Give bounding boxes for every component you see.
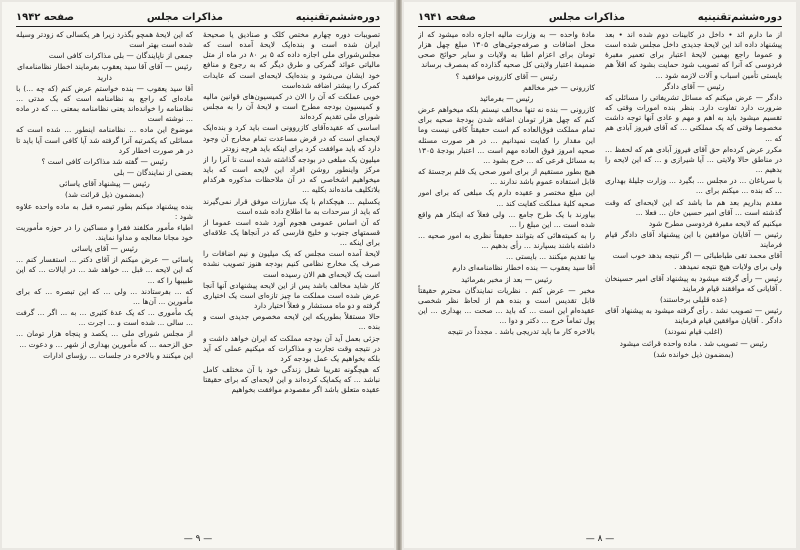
paragraph: هیچ بطور مستقیم از برای امور صحی یک قلم برجستهٔ که قابل استفاده عموم باشد ندارند ... <box>418 167 595 187</box>
paragraph: رئیس — رأی گرفته میشود به پیشنهاد آقای امیر حسینخان . آقایانی که موافقند قیام فرمایند <box>605 273 782 293</box>
journal-title: مذاکرات مجلس <box>548 11 625 23</box>
paragraph: (اغلب قیام نمودند) <box>664 327 723 337</box>
page-header <box>16 10 380 24</box>
paragraph: آقا سید یعقوب — بنده خواستم عرض کنم (که چه ...) با ماده‌ای که راجع به نظامنامه است که یک مدتی ... نظامنامه را خوانده‌اند یعنی نظامنامه بمعنی ... که در ماده ... نوشته است <box>16 83 193 124</box>
page-header <box>418 10 782 24</box>
paragraph: بنده پیشنهاد میکنم بطور تبصره قبل به ماده واحده علاوه شود : <box>16 201 193 221</box>
text-column-right <box>203 30 380 535</box>
paragraph: کار شاید مخالف باشد پس از این لایحه پیشنهادی آنها آنجا عرض شده است مملکت ما چیز تازه‌ای است یک اختیاری گرفته و دو ماه مستشار و فعلاً اختیار دارد <box>203 280 380 311</box>
header-rule <box>16 26 380 27</box>
paragraph: یکسلیم ... هیچکدام با یک مبارزات موفق قرار نمی‌گیرند که باید از سرحدات به ما اطلاع داده شده است <box>203 196 380 216</box>
paragraph: آقا سید یعقوب — بنده اخطار نظامنامه‌ای دارم <box>452 263 595 273</box>
paragraph: رئیس — بفرمائید <box>479 93 534 103</box>
paragraph: موضوع این ماده ... نظامنامه اینطور ... شده است که مسائلی که یکمرتبه آنرا گرفته شد آیا کافی است آیا باید تا در هر صورت اخطار کرد <box>16 125 193 155</box>
text-column-right <box>605 30 782 535</box>
paragraph: میکنیم که لایحه مقبرهٔ فردوسی مطرح شود <box>648 218 782 228</box>
text-column-left <box>16 30 193 535</box>
paragraph: بیاورند با یک طرح جامع ... ولی فعلاً که اینکار هم واقع شده است ... این مبلغ را ... <box>418 209 595 229</box>
paragraph: (بمضمون ذیل خوانده شد) <box>653 349 734 359</box>
paragraph: که این لایحهٔ همچو بگذرد زیرا هر یکسالی که زودتر وسیله شده است بهتر است <box>16 30 193 50</box>
journal-title: مذاکرات مجلس <box>146 11 223 23</box>
paragraph: بیا تقدیم میکنند ... بایستی ... <box>506 252 595 262</box>
paragraph: (بمضمون ذیل قرائت شد) <box>64 190 145 200</box>
paragraph: آقای محمد تقی طباطبائی — اگر نتیجه بدهد خوب است <box>612 251 782 261</box>
paragraph: رئیس — تصویب شد . ماده واحده قرائت میشود <box>619 338 768 348</box>
paragraph: (عده قلیلی برخاستند) <box>660 294 727 304</box>
paragraph: خوبی عملکت که آن را الان در کمیسیون‌های قوانین مالیه و کمیسیون بودجه مطرح است و لایحهٔ آن را به مجلس شورای ملی تقدیم کرده‌اند <box>203 91 380 122</box>
paragraph: اطباء مأمور مکلفند فقرا و مساکین را در حوزه مأموریت خود مجانا معالجه و مداوا نمایند. <box>16 222 193 242</box>
book-gutter <box>396 0 402 550</box>
paragraph: رئیس — گفته شد مذاکرات کافی است ؟ <box>41 156 168 166</box>
paragraph: رئیس — آقای یاسائی <box>71 244 138 254</box>
text-column-left <box>418 30 595 535</box>
journal-label: دوره‌ششم‌تقنینیه <box>295 11 380 23</box>
paragraph: کازرونی — خیر مخالفم <box>523 82 595 92</box>
paragraph: که آن اساس عمومی هجوم آورد شده است عموما از قسمتهای جنوب و خلیج فارسی که در آنجاها یک علاقه‌ای برای اینکه ... <box>203 217 380 248</box>
paragraph: رئیس — آقای آقا سید یعقوب بفرمایند اخطار نظامنامه‌ای دارید <box>17 62 192 82</box>
paragraph: بعضی از نمایندگان — بلی <box>113 168 193 178</box>
paragraph: یاسائی — عرض میکنم از آقای دکتر ... استفسار کنم ... که این لایحه ... قبل ... خواهد شد ... در ایالات ... که این طبیبها را که ... <box>16 255 193 285</box>
paragraph: مادهٔ واحده — به وزارت مالیه اجازه داده میشود که از محل اضافات و صرفه‌جوئی‌های ۱۳۰۵ مبلغ چهل هزار تومان برای اعزام اطبا به ولایات و سایر حوائج صحی ضمیمهٔ اعتبار ولایتی کل صحیه گذارده که بمصرف برساند <box>418 30 595 70</box>
paragraph: که ... بفرستادند ... ولی ... که این تبصره ... که برای مأمورین ... آن‌ها ... <box>16 286 193 306</box>
paragraph: اساسی که عقیده‌آقای کازروونی است باید کرد و بنده‌ایک لایحه‌ای است که در قرض مساعدت تمام مخارج آن وجود دارد که باید موافقت کرد برای اینکه باید هرچه زودتر <box>203 123 380 153</box>
paragraph: حالا مستقلاً بطوریکه این لایحه مخصوص جدیدی است و بنده ... <box>203 312 380 332</box>
paragraph: رئیس — پیشنهاد آقای یاسائی <box>59 179 150 189</box>
paragraph: مقدم بداریم بعد هم ما باشد که این لایحه‌ای که وقت گذشته است ... آقای امیر حسین خان ... فعلا ... <box>605 197 782 217</box>
paragraph: ولی برای ولایات هیچ نتیجه نمیدهد . <box>674 262 782 272</box>
journal-label: دوره‌ششم‌تقنینیه <box>697 11 782 23</box>
page-label: صفحه ۱۹۴۲ <box>16 11 75 23</box>
header-rule <box>418 26 782 27</box>
paragraph: جزئی بعمل آید آن بودجه مملکت که ایران خواهد داشت و در نتیجه وقت تجارت و مذاکرات که میکنیم عملی که آید بلکه بخواهیم یک عمل بودجه کرد <box>203 333 380 363</box>
paragraph: رئیس — آقای کازرونی موافقید ؟ <box>455 71 558 81</box>
paragraph: میلیون یک مبلغی در بودجه گذاشته شده است تا آنرا را از مرکز واینطور روشن افراد این لایحه است که باید میخواهیم اشخاصی که در آن ملاحظات مذکوره هرکدام بلاتکلیف مانده‌اند بکلیه ... <box>203 154 380 195</box>
page-label: صفحه ۱۹۴۱ <box>418 11 477 23</box>
paragraph: لایحهٔ آمده است مجلس که یک میلیون و نیم اضافات را صرف یک مخارج نظامی کنیم بودجه هنوز تصویب نشده است یک لایحه‌ای هم الان رسیده است <box>203 249 380 279</box>
paragraph: رئیس — تصویب نشد . رأی گرفته میشود به پیشنهاد آقای دادگر . آقایان موافقین قیام فرمایند <box>605 306 782 326</box>
page-number: — ۹ — <box>183 534 213 544</box>
paragraph: از مجلس شورای ملی ... یکصد و پنجاه هزار تومان ... حق الزحمه ... که مأمورین بهداری از شهر ... و دعوت ... <box>16 329 193 349</box>
paragraph: را به کمیته‌هائی که بتوانند حقیقتاً نظری به امور صحیه ... داشته باشند بسپارند ... رأی بدهیم ... <box>418 230 595 251</box>
paragraph: که هیچگونه تقریبا شغل زندگی خود با آن مختلف کامل نباشد ... که یکمایک کرده‌اند و این لایحه‌ای که برای حقیقتا عقیده متعلق باشد اگر مقصودم موافقت بخواهیم <box>203 365 380 395</box>
paragraph: این میکنند و بالاخره در جلسات ... رؤسای ادارات <box>43 350 193 360</box>
paragraph: بالاخره کار ما باید تدریجی باشد . مجدداً در نتیجه <box>447 327 595 337</box>
right-page <box>404 2 796 548</box>
paragraph: یک مأموری ... که یک عدهٔ کثیری ... به ... اگر ... گرفت ... سالی ... شده است و ... اجرت ... <box>16 308 193 328</box>
paragraph: رئیس — آقایان موافقین با این پیشنهاد آقای دادگر قیام فرمایند <box>605 229 782 250</box>
paragraph: جمعی از ناپایندگان — بلی مذاکرات کافی است <box>48 51 193 61</box>
page-number: — ۸ — <box>585 534 615 544</box>
paragraph: مخبر — عرض کنم . نظریات نمایندگان محترم حقیقتاً قابل تقدیس است و بنده هم از لحاظ نظر شخصی عقیده‌ام این است ... که باید ... صحت ... بهداری ... این پول تماماً خرج ... دکتر و دوا ... <box>418 285 595 326</box>
paragraph: رئیس — بعد از مخبر بفرمائید <box>461 274 552 284</box>
paragraph: تصویبات دوره چهارم مختص کلک و صنادیق یا صحیحهٔ ایران شده است و بنده‌ایک لایحهٔ آمده است که مجلس‌شورای ملی اجازه داده که ۵ بر ۸۰ در ماه از متل مالیاتی عوائد گمرکی و طرق دیگر که به رجوع و منافع خود ایشان می‌شود و بنده‌ایک لایحه‌ای است که عایدات کمرک را بیشتر اضافه شده‌است <box>203 30 380 90</box>
paragraph: دادگر — عرض میکنم که مسائل تشریفاتی را مسائلی که ضرورت دارد تفاوت دارد. بنظر بنده امورات وقتی که تقسیم میشود باید به اهم و مهم و عادی آنها توجه داشت مخصوصا وقتی که یک مملکتی ... که آقای فیروز آبادی هم که ... <box>605 92 782 143</box>
paragraph: این مبلغ مختصر و عقیده دارم یک مبلغی که برای امور صحیه کلیهٔ مملکت کفایت کند ... <box>418 188 595 208</box>
paragraph: کازرونی — بنده نه تنها مخالف نیستم بلکه میخواهم عرض کنم که چهل هزار تومان اضافه شدن بودجهٔ صحیه برای تمام مملکت فوق‌العاده کم است حقیقتاً کافی نیست وما این مقدار را کفایت نمیدانیم ... در هر صورت مسئله صحیه امروز فوق العاده مهم است ... اعتبار بودجهٔ ۱۳۰۵ به مسائل فرعی که ... خرج بشود ... <box>418 105 595 165</box>
left-page <box>2 2 394 548</box>
paragraph: مکرر عرض کرده‌ام حق آقای فیروز آبادی هم که لحفظ ... در مناطق حالا ولایتی ... آیا شیرازی و ... که این لایحه را بدهیم ... <box>605 144 782 175</box>
paragraph: با سرباغان ... در مجلس ... بگیرد ... وزارت جلیلهٔ بهداری ... که بنده ... میکنم برای ... <box>605 176 782 196</box>
paragraph: از ما دارم ائد • داخل در کابینات دوم شده اند • بعد پیشنهاد داده اند این لایحهٔ جدیدی داخل مجلس شده است و عموما راجع بهمین لایحهٔ اعتبار برای تعمیر مقبرهٔ فردوسی که آنرا که تصویب شود حمایت بشود که اقلاً هم بایستی تأمین اسباب و آلات لازمه شود ... <box>605 30 782 80</box>
paragraph: رئیس — آقای دادگر <box>662 81 725 91</box>
